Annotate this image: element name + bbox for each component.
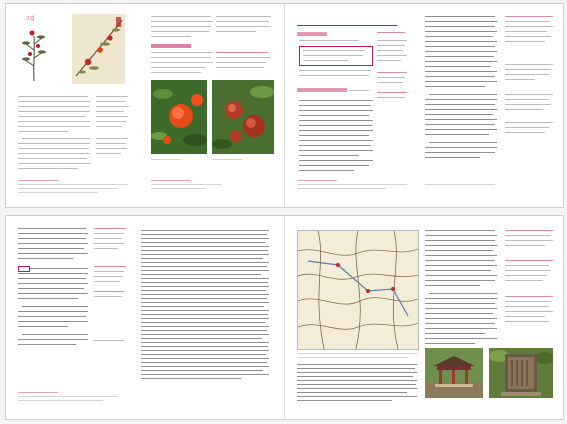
box-label: [151, 44, 191, 48]
image-tag: 그림: [25, 16, 35, 22]
pomegranate-flower-photo: [151, 80, 207, 154]
stone-monument-photo: [489, 348, 553, 398]
spread-bottom: [5, 215, 564, 420]
subheading-2: [297, 88, 347, 92]
highlight-box: [299, 46, 373, 66]
page-1: [6, 4, 284, 207]
footnote-rule: [18, 180, 58, 181]
page-4: [285, 216, 563, 419]
botanical-illustration: [21, 26, 47, 84]
painting-image: [72, 14, 125, 84]
pavilion-photo: [425, 348, 483, 398]
page-2: [285, 4, 563, 207]
pomegranate-fruit-photo: [212, 80, 274, 154]
subheading-1: [297, 32, 327, 36]
spread-top: [5, 3, 564, 208]
old-map-image: [297, 230, 419, 350]
section-rule: [297, 25, 397, 26]
page-3: [6, 216, 284, 419]
